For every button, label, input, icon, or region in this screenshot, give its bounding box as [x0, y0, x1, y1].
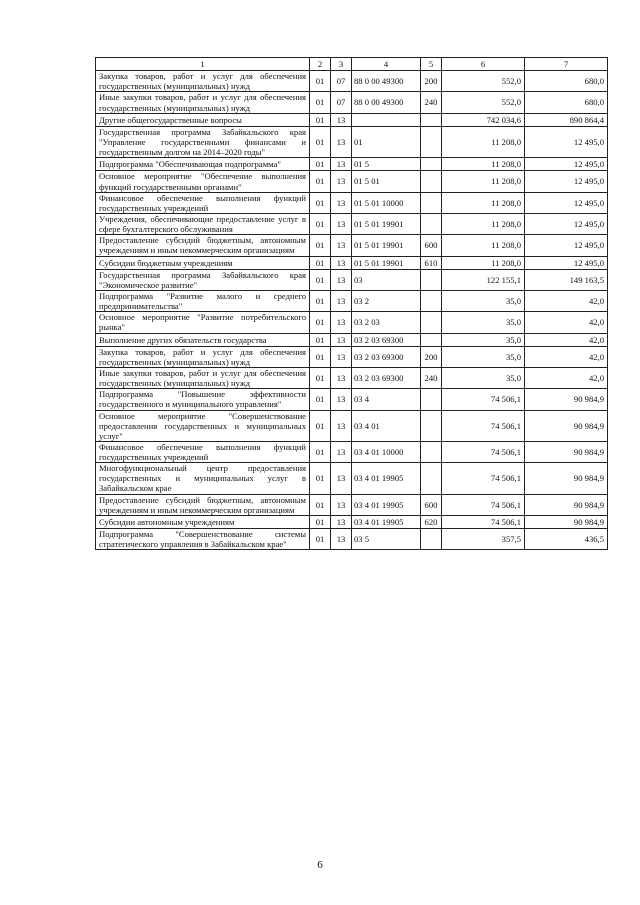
- expense-type-cell: [421, 213, 442, 234]
- subsection-code-cell: 13: [331, 171, 352, 192]
- row-name-cell: Основное мероприятие "Обеспечение выполнения функций государственными органами": [96, 171, 310, 192]
- amount-col6-cell: 35,0: [442, 367, 525, 388]
- table-row: [96, 269, 608, 290]
- section-code-cell: 01: [310, 71, 331, 92]
- expense-type-cell: 620: [421, 515, 442, 528]
- section-code-cell: 01: [310, 494, 331, 515]
- section-code-cell: 01: [310, 515, 331, 528]
- amount-col7-cell: 12 495,0: [525, 235, 608, 256]
- target-article-cell: [352, 113, 421, 126]
- amount-col7-cell: 12 495,0: [525, 171, 608, 192]
- amount-col7-cell: 90 984,9: [525, 410, 608, 441]
- section-code-cell: 01: [310, 158, 331, 171]
- row-name-cell: Основное мероприятие "Совершенствование предоставления государственных и муниципальных услуг": [96, 410, 310, 441]
- header-row: [96, 58, 608, 71]
- column-header: 5: [421, 58, 442, 71]
- row-name-cell: Государственная программа Забайкальского края "Управление государственными финансами и государственным долгом на 2014–2020 годы": [96, 126, 310, 157]
- table-row: [96, 529, 608, 550]
- section-code-cell: 01: [310, 441, 331, 462]
- table-row: [96, 494, 608, 515]
- amount-col6-cell: 74 506,1: [442, 463, 525, 494]
- amount-col7-cell: 90 984,9: [525, 494, 608, 515]
- subsection-code-cell: 13: [331, 256, 352, 269]
- row-name-cell: Подпрограмма "Совершенствование системы стратегического управления в Забайкальском крае": [96, 529, 310, 550]
- subsection-code-cell: 13: [331, 113, 352, 126]
- subsection-code-cell: 13: [331, 192, 352, 213]
- target-article-cell: 01 5 01: [352, 171, 421, 192]
- target-article-cell: 03: [352, 269, 421, 290]
- expense-type-cell: [421, 389, 442, 410]
- amount-col6-cell: 74 506,1: [442, 389, 525, 410]
- expense-type-cell: [421, 441, 442, 462]
- target-article-cell: 03 2 03: [352, 312, 421, 333]
- table-row: [96, 333, 608, 346]
- target-article-cell: 88 0 00 49300: [352, 92, 421, 113]
- target-article-cell: 03 4 01 10000: [352, 441, 421, 462]
- amount-col7-cell: 12 495,0: [525, 213, 608, 234]
- target-article-cell: 01 5 01 19901: [352, 256, 421, 269]
- row-name-cell: Подпрограмма "Обеспечивающая подпрограмма": [96, 158, 310, 171]
- row-name-cell: Иные закупки товаров, работ и услуг для обеспечения государственных (муниципальных) нужд: [96, 367, 310, 388]
- table-row: [96, 192, 608, 213]
- target-article-cell: 01 5 01 19901: [352, 235, 421, 256]
- expense-type-cell: [421, 529, 442, 550]
- section-code-cell: 01: [310, 367, 331, 388]
- target-article-cell: 03 4 01 19905: [352, 463, 421, 494]
- table-row: [96, 158, 608, 171]
- amount-col6-cell: 35,0: [442, 333, 525, 346]
- amount-col7-cell: 42,0: [525, 312, 608, 333]
- row-name-cell: Учреждения, обеспечивающие предоставление услуг в сфере бухгалтерского обслуживания: [96, 213, 310, 234]
- table-row: [96, 113, 608, 126]
- expense-type-cell: [421, 333, 442, 346]
- amount-col6-cell: 11 208,0: [442, 213, 525, 234]
- amount-col7-cell: 90 984,9: [525, 389, 608, 410]
- subsection-code-cell: 13: [331, 494, 352, 515]
- row-name-cell: Основное мероприятие "Развитие потребительского рынка": [96, 312, 310, 333]
- row-name-cell: Субсидии бюджетным учреждениям: [96, 256, 310, 269]
- amount-col7-cell: 680,0: [525, 92, 608, 113]
- subsection-code-cell: 13: [331, 410, 352, 441]
- table-row: [96, 312, 608, 333]
- amount-col6-cell: 74 506,1: [442, 410, 525, 441]
- subsection-code-cell: 13: [331, 441, 352, 462]
- subsection-code-cell: 13: [331, 463, 352, 494]
- amount-col6-cell: 742 034,6: [442, 113, 525, 126]
- row-name-cell: Выполнение других обязательств государства: [96, 333, 310, 346]
- table-row: [96, 441, 608, 462]
- subsection-code-cell: 13: [331, 269, 352, 290]
- table-row: [96, 126, 608, 157]
- expense-type-cell: [421, 410, 442, 441]
- table-row: [96, 410, 608, 441]
- expense-type-cell: [421, 113, 442, 126]
- target-article-cell: 01: [352, 126, 421, 157]
- row-name-cell: Закупка товаров, работ и услуг для обеспечения государственных (муниципальных) нужд: [96, 71, 310, 92]
- table-row: [96, 71, 608, 92]
- expense-type-cell: 200: [421, 71, 442, 92]
- table-row: [96, 290, 608, 311]
- row-name-cell: Многофункциональный центр предоставления государственных и муниципальных услуг в Забайкальском крае: [96, 463, 310, 494]
- row-name-cell: Предоставление субсидий бюджетным, автономным учреждениям и иным некоммерческим организациям: [96, 235, 310, 256]
- target-article-cell: 03 2: [352, 290, 421, 311]
- amount-col6-cell: 74 506,1: [442, 441, 525, 462]
- table-row: [96, 171, 608, 192]
- section-code-cell: 01: [310, 290, 331, 311]
- amount-col7-cell: 42,0: [525, 346, 608, 367]
- amount-col7-cell: 90 984,9: [525, 463, 608, 494]
- expense-type-cell: [421, 192, 442, 213]
- amount-col6-cell: 552,0: [442, 92, 525, 113]
- subsection-code-cell: 07: [331, 92, 352, 113]
- section-code-cell: 01: [310, 463, 331, 494]
- budget-table: [95, 57, 608, 550]
- row-name-cell: Закупка товаров, работ и услуг для обеспечения государственных (муниципальных) нужд: [96, 346, 310, 367]
- table-row: [96, 515, 608, 528]
- row-name-cell: Государственная программа Забайкальского края "Экономическое развитие": [96, 269, 310, 290]
- section-code-cell: 01: [310, 92, 331, 113]
- subsection-code-cell: 07: [331, 71, 352, 92]
- section-code-cell: 01: [310, 269, 331, 290]
- table-body: [96, 58, 608, 550]
- amount-col6-cell: 35,0: [442, 290, 525, 311]
- section-code-cell: 01: [310, 126, 331, 157]
- amount-col7-cell: 90 984,9: [525, 441, 608, 462]
- section-code-cell: 01: [310, 256, 331, 269]
- amount-col7-cell: 42,0: [525, 367, 608, 388]
- amount-col7-cell: 12 495,0: [525, 192, 608, 213]
- subsection-code-cell: 13: [331, 515, 352, 528]
- subsection-code-cell: 13: [331, 346, 352, 367]
- amount-col7-cell: 90 984,9: [525, 515, 608, 528]
- table-row: [96, 256, 608, 269]
- table-row: [96, 389, 608, 410]
- amount-col6-cell: 11 208,0: [442, 158, 525, 171]
- row-name-cell: Иные закупки товаров, работ и услуг для обеспечения государственных (муниципальных) нужд: [96, 92, 310, 113]
- target-article-cell: 03 2 03 69300: [352, 346, 421, 367]
- amount-col6-cell: 74 506,1: [442, 494, 525, 515]
- column-header: 7: [525, 58, 608, 71]
- amount-col6-cell: 11 208,0: [442, 126, 525, 157]
- row-name-cell: Финансовое обеспечение выполнения функций государственных учреждений: [96, 441, 310, 462]
- section-code-cell: 01: [310, 235, 331, 256]
- amount-col7-cell: 42,0: [525, 290, 608, 311]
- section-code-cell: 01: [310, 389, 331, 410]
- section-code-cell: 01: [310, 312, 331, 333]
- expense-type-cell: 600: [421, 494, 442, 515]
- amount-col7-cell: 12 495,0: [525, 256, 608, 269]
- subsection-code-cell: 13: [331, 529, 352, 550]
- amount-col6-cell: 74 506,1: [442, 515, 525, 528]
- table-row: [96, 463, 608, 494]
- expense-type-cell: [421, 312, 442, 333]
- subsection-code-cell: 13: [331, 333, 352, 346]
- amount-col6-cell: 552,0: [442, 71, 525, 92]
- table-row: [96, 367, 608, 388]
- expense-type-cell: 610: [421, 256, 442, 269]
- amount-col6-cell: 122 155,1: [442, 269, 525, 290]
- subsection-code-cell: 13: [331, 158, 352, 171]
- target-article-cell: 01 5 01 19901: [352, 213, 421, 234]
- amount-col6-cell: 357,5: [442, 529, 525, 550]
- amount-col7-cell: 12 495,0: [525, 158, 608, 171]
- section-code-cell: 01: [310, 346, 331, 367]
- row-name-cell: Подпрограмма "Повышение эффективности государственного и муниципального управления": [96, 389, 310, 410]
- section-code-cell: 01: [310, 410, 331, 441]
- target-article-cell: 03 2 03 69300: [352, 367, 421, 388]
- subsection-code-cell: 13: [331, 367, 352, 388]
- amount-col7-cell: 680,0: [525, 71, 608, 92]
- column-header: 2: [310, 58, 331, 71]
- expense-type-cell: 600: [421, 235, 442, 256]
- table-row: [96, 92, 608, 113]
- section-code-cell: 01: [310, 192, 331, 213]
- row-name-cell: Подпрограмма "Развитие малого и среднего предпринимательства": [96, 290, 310, 311]
- subsection-code-cell: 13: [331, 312, 352, 333]
- target-article-cell: 03 4 01 19905: [352, 494, 421, 515]
- expense-type-cell: [421, 171, 442, 192]
- column-header: 3: [331, 58, 352, 71]
- amount-col6-cell: 11 208,0: [442, 171, 525, 192]
- target-article-cell: 03 4 01 19905: [352, 515, 421, 528]
- amount-col6-cell: 35,0: [442, 312, 525, 333]
- subsection-code-cell: 13: [331, 290, 352, 311]
- table-row: [96, 346, 608, 367]
- target-article-cell: 03 4 01: [352, 410, 421, 441]
- expense-type-cell: [421, 269, 442, 290]
- amount-col6-cell: 11 208,0: [442, 256, 525, 269]
- amount-col7-cell: 436,5: [525, 529, 608, 550]
- section-code-cell: 01: [310, 213, 331, 234]
- expense-type-cell: 240: [421, 367, 442, 388]
- target-article-cell: 03 2 03 69300: [352, 333, 421, 346]
- amount-col7-cell: 890 864,4: [525, 113, 608, 126]
- row-name-cell: Финансовое обеспечение выполнения функций государственных учреждений: [96, 192, 310, 213]
- column-header: 4: [352, 58, 421, 71]
- target-article-cell: 01 5: [352, 158, 421, 171]
- section-code-cell: 01: [310, 529, 331, 550]
- expense-type-cell: [421, 463, 442, 494]
- row-name-cell: Другие общегосударственные вопросы: [96, 113, 310, 126]
- subsection-code-cell: 13: [331, 126, 352, 157]
- target-article-cell: 03 4: [352, 389, 421, 410]
- amount-col7-cell: 42,0: [525, 333, 608, 346]
- expense-type-cell: 240: [421, 92, 442, 113]
- row-name-cell: Предоставление субсидий бюджетным, автономным учреждениям и иным некоммерческим организациям: [96, 494, 310, 515]
- target-article-cell: 88 0 00 49300: [352, 71, 421, 92]
- subsection-code-cell: 13: [331, 389, 352, 410]
- section-code-cell: 01: [310, 113, 331, 126]
- amount-col7-cell: 149 163,5: [525, 269, 608, 290]
- column-header: 6: [442, 58, 525, 71]
- table-row: [96, 235, 608, 256]
- target-article-cell: 03 5: [352, 529, 421, 550]
- row-name-cell: Субсидии автономным учреждениям: [96, 515, 310, 528]
- amount-col7-cell: 12 495,0: [525, 126, 608, 157]
- amount-col6-cell: 35,0: [442, 346, 525, 367]
- column-header: 1: [96, 58, 310, 71]
- subsection-code-cell: 13: [331, 235, 352, 256]
- expense-type-cell: [421, 126, 442, 157]
- expense-type-cell: 200: [421, 346, 442, 367]
- expense-type-cell: [421, 290, 442, 311]
- page-number: 6: [317, 859, 323, 871]
- section-code-cell: 01: [310, 333, 331, 346]
- table-row: [96, 213, 608, 234]
- amount-col6-cell: 11 208,0: [442, 235, 525, 256]
- subsection-code-cell: 13: [331, 213, 352, 234]
- expense-type-cell: [421, 158, 442, 171]
- target-article-cell: 01 5 01 10000: [352, 192, 421, 213]
- amount-col6-cell: 11 208,0: [442, 192, 525, 213]
- section-code-cell: 01: [310, 171, 331, 192]
